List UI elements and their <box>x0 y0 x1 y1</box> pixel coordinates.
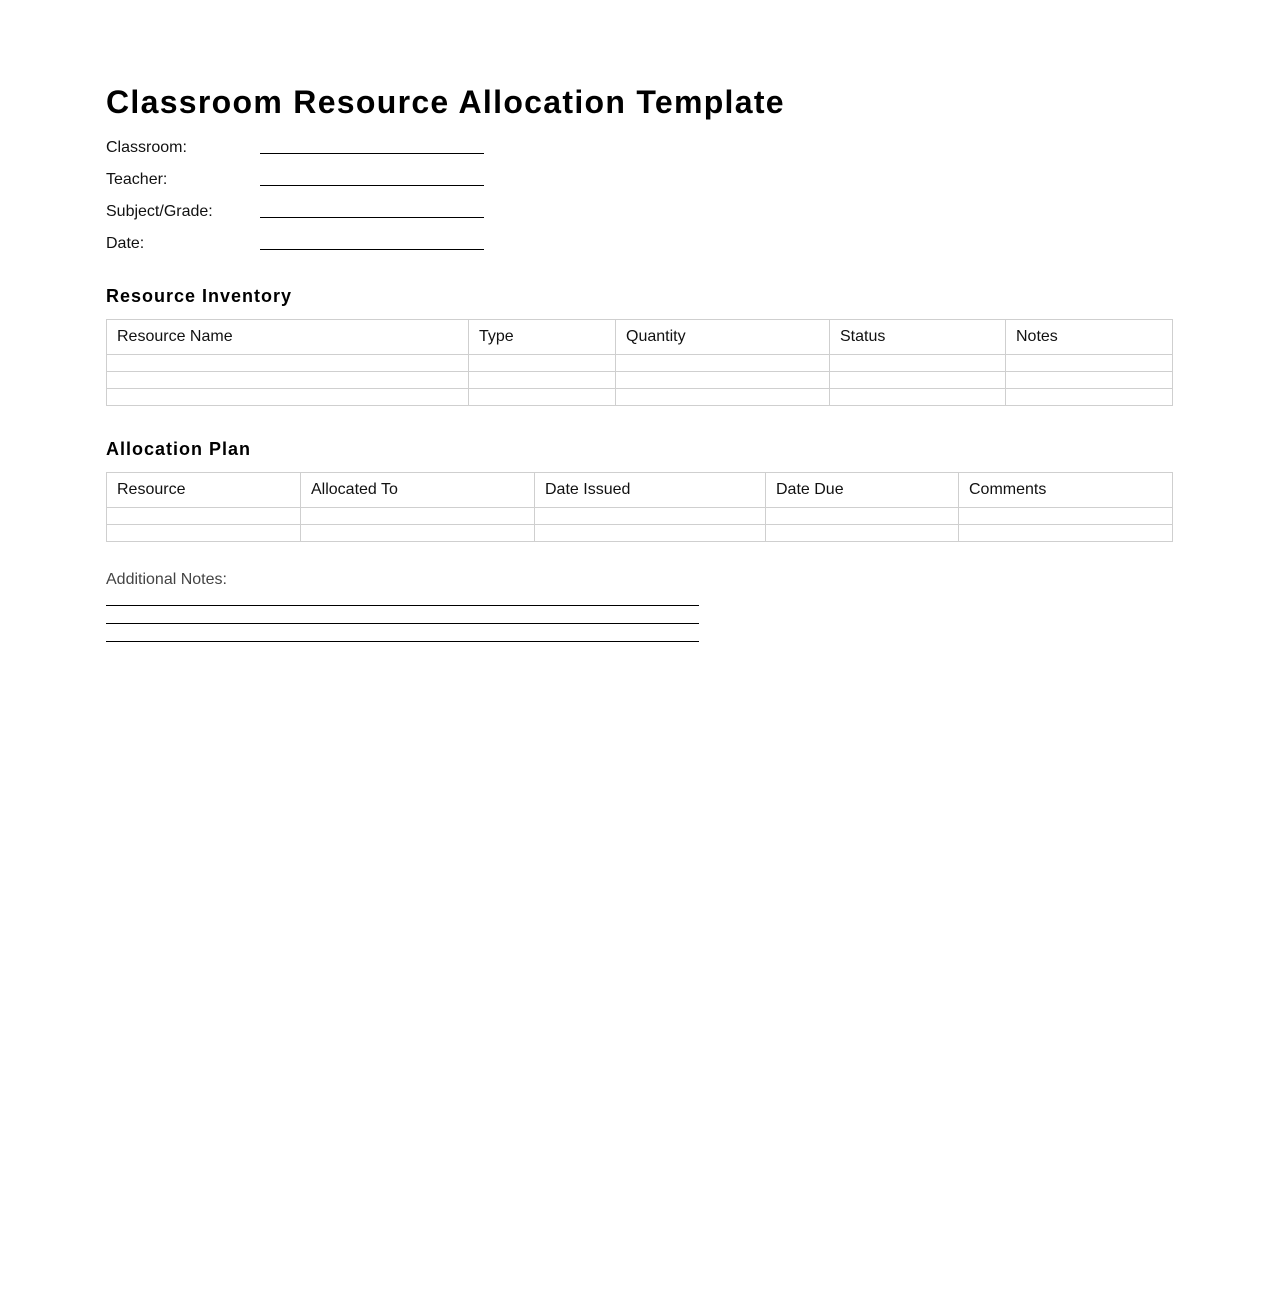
table-cell[interactable] <box>830 389 1006 406</box>
field-label: Subject/Grade: <box>106 203 213 220</box>
table-cell[interactable] <box>616 355 830 372</box>
table-cell[interactable] <box>107 389 469 406</box>
table-row <box>107 508 1173 525</box>
table-cell[interactable] <box>766 525 959 542</box>
table-cell[interactable] <box>107 525 301 542</box>
table-row <box>107 525 1173 542</box>
table-cell[interactable] <box>959 525 1173 542</box>
column-header: Date Issued <box>535 473 766 508</box>
notes-line[interactable] <box>106 641 699 642</box>
column-header: Date Due <box>766 473 959 508</box>
table-cell[interactable] <box>107 372 469 389</box>
table-cell[interactable] <box>535 508 766 525</box>
table-cell[interactable] <box>107 508 301 525</box>
column-header: Resource Name <box>107 320 469 355</box>
table-header-row <box>107 320 1173 355</box>
table-cell[interactable] <box>469 372 616 389</box>
allocation-table <box>106 472 1173 542</box>
table-cell[interactable] <box>301 508 535 525</box>
column-header: Notes <box>1006 320 1173 355</box>
additional-notes-label: Additional Notes: <box>106 571 227 588</box>
field-label: Teacher: <box>106 171 168 188</box>
table-cell[interactable] <box>1006 389 1173 406</box>
classroom-blank[interactable] <box>260 153 484 154</box>
table-row <box>107 389 1173 406</box>
date-blank[interactable] <box>260 249 484 250</box>
table-cell[interactable] <box>616 372 830 389</box>
column-header: Type <box>469 320 616 355</box>
table-cell[interactable] <box>107 355 469 372</box>
table-cell[interactable] <box>1006 372 1173 389</box>
column-header: Allocated To <box>301 473 535 508</box>
table-row <box>107 372 1173 389</box>
page-title: Classroom Resource Allocation Template <box>106 84 785 120</box>
inventory-table <box>106 319 1173 406</box>
column-header: Quantity <box>616 320 830 355</box>
inventory-heading: Resource Inventory <box>106 286 293 306</box>
table-cell[interactable] <box>959 508 1173 525</box>
table-cell[interactable] <box>766 508 959 525</box>
table-cell[interactable] <box>1006 355 1173 372</box>
column-header: Resource <box>107 473 301 508</box>
field-label: Classroom: <box>106 139 187 156</box>
table-cell[interactable] <box>469 355 616 372</box>
table-cell[interactable] <box>616 389 830 406</box>
table-cell[interactable] <box>535 525 766 542</box>
column-header: Status <box>830 320 1006 355</box>
column-header: Comments <box>959 473 1173 508</box>
notes-line[interactable] <box>106 623 699 624</box>
subject-grade-blank[interactable] <box>260 217 484 218</box>
notes-line[interactable] <box>106 605 699 606</box>
table-cell[interactable] <box>469 389 616 406</box>
field-label: Date: <box>106 235 145 252</box>
table-row <box>107 355 1173 372</box>
allocation-heading: Allocation Plan <box>106 439 252 459</box>
table-cell[interactable] <box>830 372 1006 389</box>
table-cell[interactable] <box>830 355 1006 372</box>
teacher-blank[interactable] <box>260 185 484 186</box>
table-cell[interactable] <box>301 525 535 542</box>
table-header-row <box>107 473 1173 508</box>
